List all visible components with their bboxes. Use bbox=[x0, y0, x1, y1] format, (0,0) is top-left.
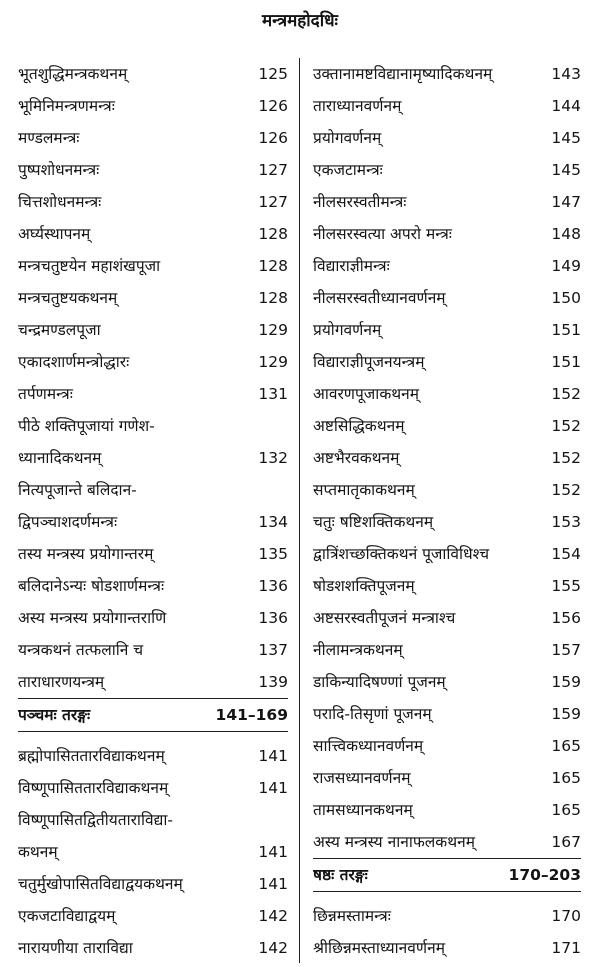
entry-page: 145 bbox=[551, 129, 581, 147]
entry-title: षोडशशक्तिपूजनम् bbox=[313, 577, 415, 595]
toc-entry bbox=[18, 250, 288, 282]
right-entries-2 bbox=[313, 900, 581, 964]
entry-title: प्रयोगवर्णनम् bbox=[313, 321, 382, 339]
entry-title: मण्डलमन्त्रः bbox=[18, 129, 80, 147]
toc-entry bbox=[18, 378, 288, 410]
entry-page: 141 bbox=[258, 779, 288, 797]
toc-entry bbox=[313, 282, 581, 314]
toc-entry bbox=[18, 346, 288, 378]
toc-entry bbox=[313, 602, 581, 634]
entry-title: बलिदानेऽन्यः षोडशार्णमन्त्रः bbox=[18, 577, 165, 595]
entry-page: 129 bbox=[258, 321, 288, 339]
entry-title: विष्णूपासितद्वितीयताराविद्या- bbox=[18, 811, 173, 829]
entry-page: 126 bbox=[258, 129, 288, 147]
toc-entry bbox=[313, 314, 581, 346]
entry-page: 157 bbox=[551, 641, 581, 659]
entry-title: यन्त्रकथनं तत्फलानि च bbox=[18, 641, 144, 659]
entry-title: भूमिनिमन्त्रणमन्त्रः bbox=[18, 97, 115, 115]
entry-title: ताराधारणयन्त्रम् bbox=[18, 673, 105, 691]
entry-title: चित्तशोधनमन्त्रः bbox=[18, 193, 102, 211]
entry-title: चन्द्रमण्डलपूजा bbox=[18, 321, 101, 339]
entry-title: राजसध्यानवर्णनम् bbox=[313, 769, 411, 787]
entry-page: 127 bbox=[258, 161, 288, 179]
entry-title: भूतशुद्धिमन्त्रकथनम् bbox=[18, 65, 128, 83]
entry-title: एकजटाविद्याद्वयम् bbox=[18, 907, 116, 925]
entry-page: 126 bbox=[258, 97, 288, 115]
entry-page: 156 bbox=[551, 609, 581, 627]
toc-entry bbox=[18, 772, 288, 804]
section-heading bbox=[18, 699, 288, 731]
section-page-range: 170–203 bbox=[508, 866, 581, 884]
toc-entry bbox=[18, 836, 288, 868]
left-column bbox=[18, 58, 288, 964]
entry-page: 152 bbox=[551, 385, 581, 403]
toc-entry bbox=[313, 250, 581, 282]
toc-entry bbox=[18, 282, 288, 314]
entry-page: 159 bbox=[551, 705, 581, 723]
entry-title: प्रयोगवर्णनम् bbox=[313, 129, 382, 147]
entry-title: द्विपञ्चाशदर्णमन्त्रः bbox=[18, 513, 118, 531]
entry-title: अस्य मन्त्रस्य नानाफलकथनम् bbox=[313, 833, 475, 851]
toc-entry bbox=[18, 474, 288, 506]
toc-entry bbox=[313, 826, 581, 858]
toc-entry bbox=[313, 346, 581, 378]
toc-entry bbox=[313, 442, 581, 474]
entry-page: 132 bbox=[258, 449, 288, 467]
entry-page: 170 bbox=[551, 907, 581, 925]
entry-page: 125 bbox=[258, 65, 288, 83]
entry-title: चतुः षष्टिशक्तिकथनम् bbox=[313, 513, 434, 531]
entry-title: विष्णूपासिततारविद्याकथनम् bbox=[18, 779, 169, 797]
toc-entry bbox=[313, 634, 581, 666]
entry-page: 150 bbox=[551, 289, 581, 307]
entry-page: 165 bbox=[551, 737, 581, 755]
entry-title: नारायणीया ताराविद्या bbox=[18, 939, 133, 957]
entry-title: तस्य मन्त्रस्य प्रयोगान्तरम् bbox=[18, 545, 154, 563]
toc-entry bbox=[18, 58, 288, 90]
entry-page: 128 bbox=[258, 225, 288, 243]
right-entries-1 bbox=[313, 58, 581, 858]
entry-title: नीलसरस्वतीमन्त्रः bbox=[313, 193, 407, 211]
entry-title: कथनम् bbox=[18, 843, 58, 861]
toc-entry bbox=[313, 900, 581, 932]
entry-page: 165 bbox=[551, 769, 581, 787]
toc-entry bbox=[313, 570, 581, 602]
entry-page: 128 bbox=[258, 257, 288, 275]
entry-page: 147 bbox=[551, 193, 581, 211]
entry-title: अस्य मन्त्रस्य प्रयोगान्तराणि bbox=[18, 609, 167, 627]
entry-title: एकादशार्णमन्त्रोद्धारः bbox=[18, 353, 130, 371]
entry-page: 136 bbox=[258, 577, 288, 595]
entry-page: 136 bbox=[258, 609, 288, 627]
running-head: मन्त्रमहोदधिः bbox=[262, 11, 338, 31]
toc-entry bbox=[313, 762, 581, 794]
toc-entry bbox=[18, 218, 288, 250]
entry-page: 142 bbox=[258, 939, 288, 957]
entry-title: डाकिन्यादिषण्णां पूजनम् bbox=[313, 673, 446, 691]
entry-title: अष्टभैरवकथनम् bbox=[313, 449, 400, 467]
entry-page: 131 bbox=[258, 385, 288, 403]
toc-entry bbox=[313, 218, 581, 250]
toc-entry bbox=[313, 698, 581, 730]
entry-title: सप्तमातृकाकथनम् bbox=[313, 481, 415, 499]
entry-title: पुष्पशोधनमन्त्रः bbox=[18, 161, 100, 179]
entry-title: एकजटामन्त्रः bbox=[313, 161, 383, 179]
entry-page: 135 bbox=[258, 545, 288, 563]
entry-title: तर्पणमन्त्रः bbox=[18, 385, 73, 403]
toc-entry bbox=[313, 58, 581, 90]
section-heading bbox=[313, 859, 581, 891]
entry-page: 129 bbox=[258, 353, 288, 371]
toc-entry bbox=[18, 538, 288, 570]
toc-entry bbox=[18, 154, 288, 186]
entry-title: छिन्नमस्तामन्त्रः bbox=[313, 907, 391, 925]
entry-page: 165 bbox=[551, 801, 581, 819]
entry-page: 137 bbox=[258, 641, 288, 659]
toc-entry bbox=[18, 932, 288, 964]
entry-page: 152 bbox=[551, 449, 581, 467]
entry-title: अष्टसरस्वतीपूजनं मन्त्राश्च bbox=[313, 609, 456, 627]
entry-page: 159 bbox=[551, 673, 581, 691]
toc-entry bbox=[18, 506, 288, 538]
toc-entry bbox=[18, 90, 288, 122]
entry-page: 141 bbox=[258, 875, 288, 893]
entry-title: नीलसरस्वतीध्यानवर्णनम् bbox=[313, 289, 446, 307]
entry-title: ध्यानादिकथनम् bbox=[18, 449, 102, 467]
entry-page: 139 bbox=[258, 673, 288, 691]
entry-title: नित्यपूजान्ते बलिदान- bbox=[18, 481, 137, 499]
toc-entry bbox=[313, 90, 581, 122]
entry-title: परादि-तिसृणां पूजनम् bbox=[313, 705, 432, 723]
toc-entry bbox=[313, 122, 581, 154]
toc-entry bbox=[18, 900, 288, 932]
entry-title: चतुर्मुखोपासितविद्याद्वयकथनम् bbox=[18, 875, 183, 893]
entry-page: 127 bbox=[258, 193, 288, 211]
toc-entry bbox=[313, 538, 581, 570]
entry-page: 155 bbox=[551, 577, 581, 595]
entry-page: 151 bbox=[551, 353, 581, 371]
entry-title: ब्रह्मोपासिततारविद्याकथनम् bbox=[18, 747, 165, 765]
right-column bbox=[313, 58, 581, 964]
entry-page: 171 bbox=[551, 939, 581, 957]
entry-title: नीलसरस्वत्या अपरो मन्त्रः bbox=[313, 225, 452, 243]
entry-title: उक्तानामष्टविद्यानामृष्यादिकथनम् bbox=[313, 65, 493, 83]
entry-page: 143 bbox=[551, 65, 581, 83]
entry-page: 141 bbox=[258, 747, 288, 765]
entry-page: 128 bbox=[258, 289, 288, 307]
entry-page: 153 bbox=[551, 513, 581, 531]
toc-entry bbox=[313, 730, 581, 762]
toc-entry bbox=[18, 314, 288, 346]
entry-page: 151 bbox=[551, 321, 581, 339]
toc-entry bbox=[18, 666, 288, 698]
toc-entry bbox=[18, 570, 288, 602]
entry-page: 142 bbox=[258, 907, 288, 925]
toc-entry bbox=[18, 186, 288, 218]
entry-title: श्रीछिन्नमस्ताध्यानवर्णनम् bbox=[313, 939, 445, 957]
entry-page: 152 bbox=[551, 417, 581, 435]
toc-entry bbox=[18, 868, 288, 900]
left-entries-1 bbox=[18, 58, 288, 698]
column-divider bbox=[299, 58, 300, 963]
toc-entry bbox=[313, 154, 581, 186]
entry-page: 145 bbox=[551, 161, 581, 179]
entry-title: ताराध्यानवर्णनम् bbox=[313, 97, 402, 115]
toc-entry bbox=[18, 804, 288, 836]
toc-entry bbox=[313, 666, 581, 698]
entry-page: 141 bbox=[258, 843, 288, 861]
entry-title: मन्त्रचतुष्टयेन महाशंखपूजा bbox=[18, 257, 161, 275]
entry-page: 154 bbox=[551, 545, 581, 563]
toc-entry bbox=[18, 410, 288, 442]
toc-entry bbox=[313, 410, 581, 442]
entry-page: 134 bbox=[258, 513, 288, 531]
entry-page: 149 bbox=[551, 257, 581, 275]
toc-entry bbox=[313, 186, 581, 218]
section-title: षष्ठः तरङ्गः bbox=[313, 866, 368, 884]
toc-entry bbox=[313, 378, 581, 410]
section-page-range: 141–169 bbox=[215, 706, 288, 724]
entry-title: विद्याराज्ञीपूजनयन्त्रम् bbox=[313, 353, 425, 371]
toc-entry bbox=[313, 932, 581, 964]
toc-entry bbox=[313, 474, 581, 506]
section-title: पञ्चमः तरङ्गः bbox=[18, 706, 91, 724]
entry-title: अष्टसिद्धिकथनम् bbox=[313, 417, 405, 435]
entry-title: आवरणपूजाकथनम् bbox=[313, 385, 420, 403]
entry-title: पीठे शक्तिपूजायां गणेश- bbox=[18, 417, 155, 435]
entry-page: 144 bbox=[551, 97, 581, 115]
left-entries-2 bbox=[18, 740, 288, 964]
entry-title: मन्त्रचतुष्टयकथनम् bbox=[18, 289, 118, 307]
entry-title: विद्याराज्ञीमन्त्रः bbox=[313, 257, 390, 275]
toc-entry bbox=[18, 740, 288, 772]
entry-page: 148 bbox=[551, 225, 581, 243]
toc-entry bbox=[18, 602, 288, 634]
toc-entry bbox=[313, 794, 581, 826]
entry-page: 167 bbox=[551, 833, 581, 851]
entry-title: तामसध्यानकथनम् bbox=[313, 801, 413, 819]
toc-entry bbox=[18, 442, 288, 474]
toc-entry bbox=[18, 122, 288, 154]
entry-title: सात्त्विकध्यानवर्णनम् bbox=[313, 737, 424, 755]
entry-page: 152 bbox=[551, 481, 581, 499]
entry-title: द्वात्रिंशच्छक्तिकथनं पूजाविधिश्च bbox=[313, 545, 490, 563]
toc-entry bbox=[313, 506, 581, 538]
toc-entry bbox=[18, 634, 288, 666]
entry-title: नीलामन्त्रकथनम् bbox=[313, 641, 403, 659]
entry-title: अर्घ्यस्थापनम् bbox=[18, 225, 91, 243]
